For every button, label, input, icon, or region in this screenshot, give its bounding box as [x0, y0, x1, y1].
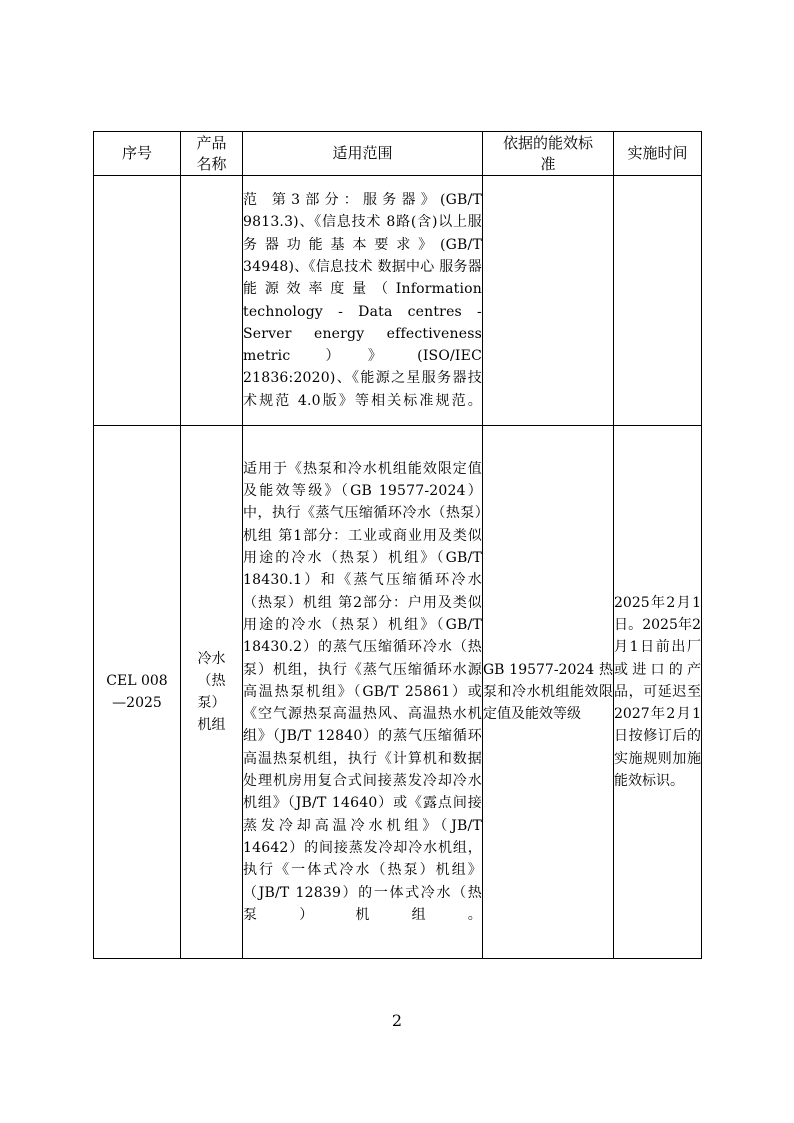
row1-scope-text: 范 第3部分：服务器》(GB/T 9813.3)、《信息技术 8路(含)以上服务器功能基本要求》(GB/T 34948)、《信息技术 数据中心 服务器能源效率度量（Information technology - Data centres - Server energy effectiveness metric）》(ISO/IEC 21836:2020)、《能源之星服务器技术规范 4.0版》等相关标准规范。 [243, 192, 482, 409]
energy-label-table [93, 131, 702, 959]
row1-time [614, 176, 702, 426]
row2-time: 2025年2月1日。2025年2月1日前出厂或进口的产品，可延迟至2027年2月1日按修订后的实施规则加施能效标识。 [614, 426, 702, 959]
header-standard [483, 132, 614, 176]
row1-standard [483, 176, 614, 426]
row2-seq-text: CEL 008—2025 [106, 673, 168, 711]
row2-scope-text: 适用于《热泵和冷水机组能效限定值及能效等级》（GB 19577-2024）中，执行《蒸气压缩循环冷水（热泵）机组 第1部分：工业或商业用及类似用途的冷水（热泵）机组》（GB/T 18430.1）和《蒸气压缩循环冷水（热泵）机组 第2部分：户用及类似用途的冷水（热泵）机组》（GB/T 18430.2）的蒸气压缩循环冷水（热泵）机组，执行《蒸气压缩循环水源高温热泵机组》（GB/T 25861）或《空气源热泵高温热风、高温热水机组》（JB/T 12840）的蒸气压缩循环高温热泵机组，执行《计算机和数据处理机房用复合式间接蒸发冷却冷水机组》（JB/T 14640）或《露点间接蒸发冷却高温冷水机组》（JB/T 14642）的间接蒸发冷却冷水机组，执行《一体式冷水（热泵）机组》（JB/T 12839）的一体式冷水（热泵）机组。 [243, 460, 482, 923]
header-time: 实施时间 [614, 132, 702, 176]
row1-scope [243, 176, 483, 426]
header-product [181, 132, 243, 176]
table-row [94, 426, 702, 959]
header-scope: 适用范围 [243, 132, 483, 176]
header-product-label: 产品名称 [196, 133, 227, 173]
table-header-row [94, 132, 702, 176]
header-standard-label: 依据的能效标准 [502, 133, 593, 173]
table-row [94, 176, 702, 426]
header-seq: 序号 [94, 132, 181, 176]
row2-scope [243, 426, 483, 959]
row2-seq [94, 426, 181, 959]
row2-product-text: 冷水（热泵）机组 [197, 651, 226, 733]
row1-product [181, 176, 243, 426]
row2-standard: GB 19577-2024 热泵和冷水机组能效限定值及能效等级 [483, 426, 614, 959]
row2-product [181, 426, 243, 959]
row1-seq [94, 176, 181, 426]
page-number: 2 [391, 1011, 403, 1030]
